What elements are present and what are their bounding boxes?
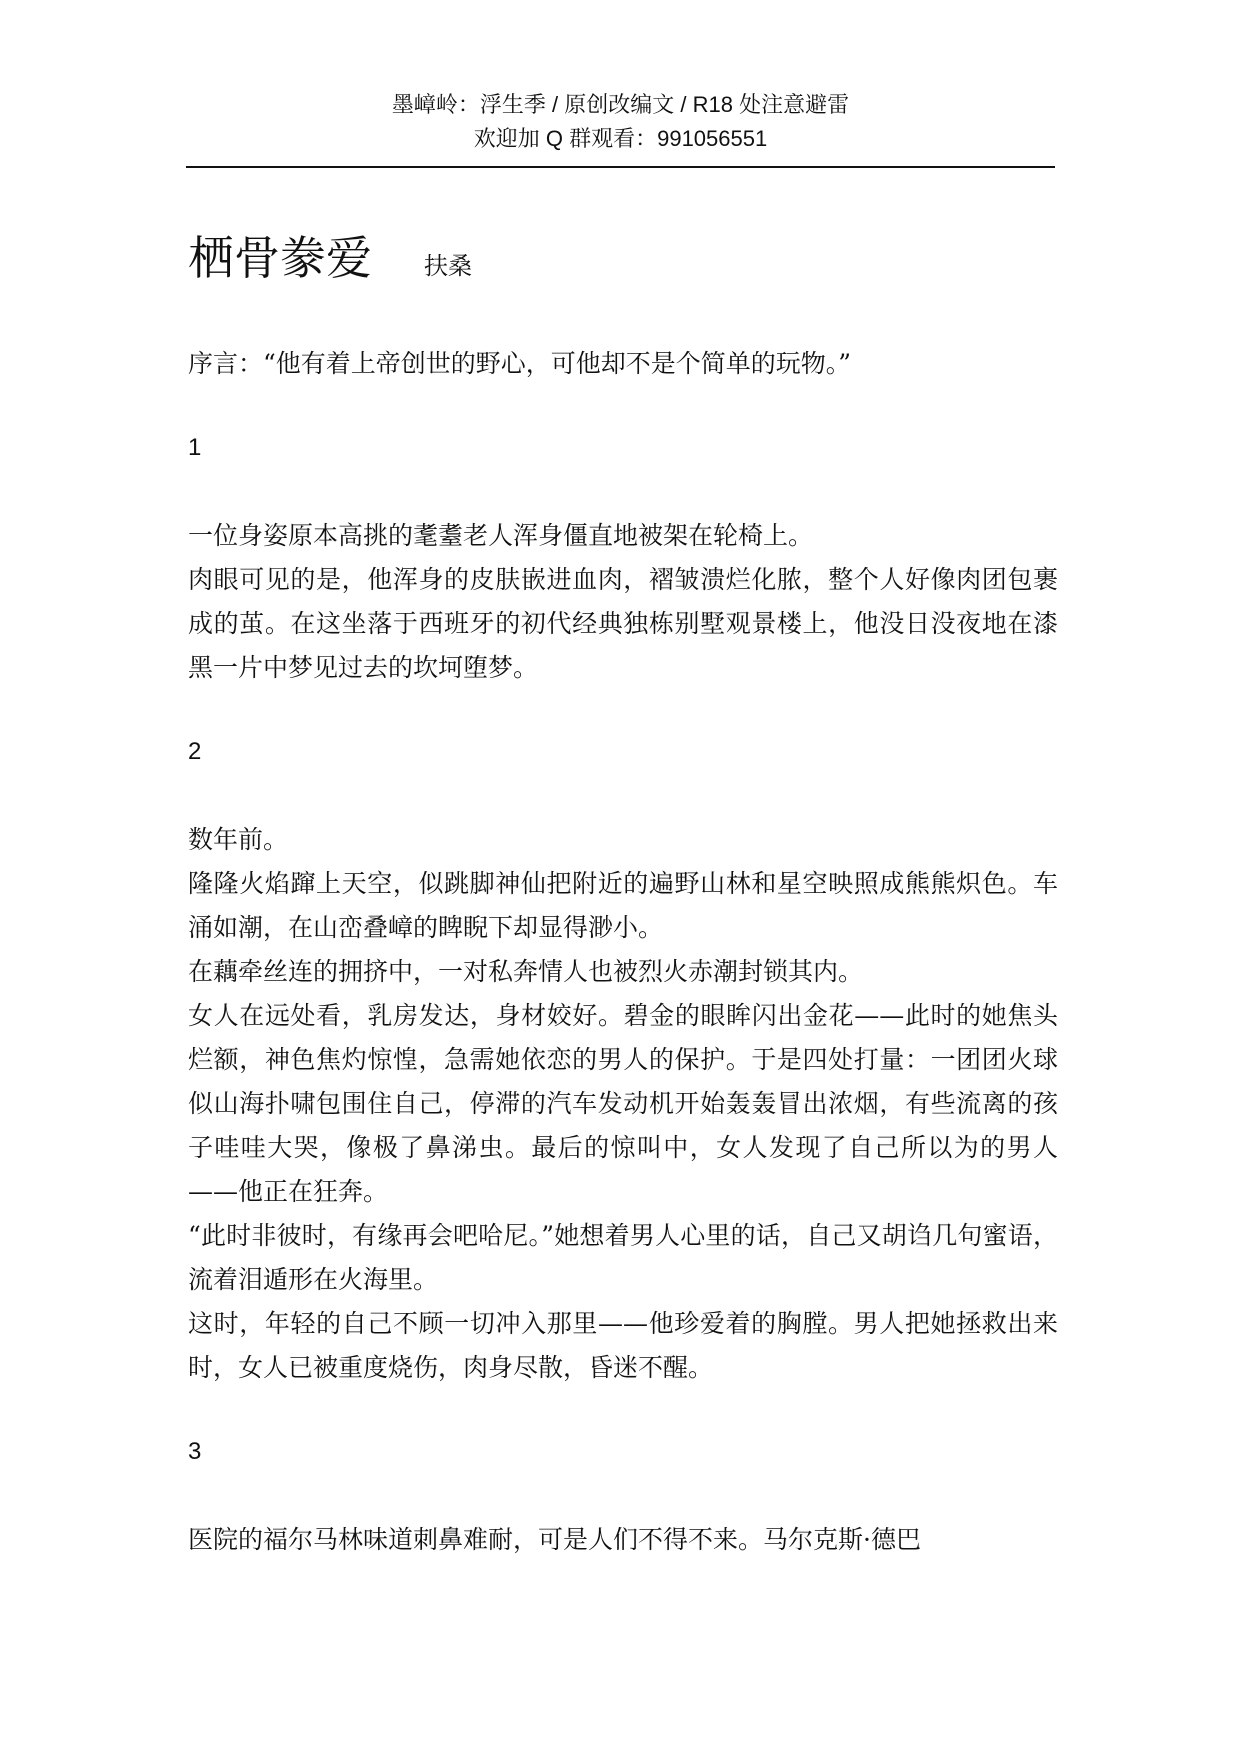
paragraph: 女人在远处看，乳房发达，身材姣好。碧金的眼眸闪出金花——此时的她焦头烂额，神色焦灼惊惶，急需她依恋的男人的保护。于是四处打量：一团团火球似山海扑啸包围住自己，停滞的汽车发动机开始轰轰冒出浓烟，有些流离的孩子哇哇大哭，像极了鼻涕虫。最后的惊叫中，女人发现了自己所以为的男人——他正在狂奔。: [188, 1001, 1058, 1206]
header-line-series: 墨嶂岭：浮生季 / 原创改编文 / R18 处注意避雷: [391, 92, 850, 117]
section-number: 3: [188, 1438, 202, 1465]
header-line-group: 欢迎加 Q 群观看：991056551: [473, 126, 768, 151]
title-block: [188, 228, 472, 288]
paragraph: 隆隆火焰蹿上天空，似跳脚神仙把附近的遍野山林和星空映照成熊熊炽色。车涌如潮，在山峦叠嶂的睥睨下却显得渺小。: [188, 869, 1058, 942]
page-header: [186, 88, 1055, 156]
section-number: 2: [188, 738, 202, 765]
author-name: 扶桑: [424, 252, 472, 280]
document-title: 栖骨豢爱: [188, 231, 372, 285]
document-body: [188, 342, 1058, 1562]
paragraph: 肉眼可见的是，他浑身的皮肤嵌进血肉，褶皱溃烂化脓，整个人好像肉团包裹成的茧。在这坐落于西班牙的初代经典独栋别墅观景楼上，他没日没夜地在漆黑一片中梦见过去的坎坷堕梦。: [188, 565, 1058, 682]
paragraph: “此时非彼时，有缘再会吧哈尼。”她想着男人心里的话，自己又胡诌几句蜜语，流着泪遁形在火海里。: [188, 1221, 1058, 1294]
paragraph: 这时，年轻的自己不顾一切冲入那里——他珍爱着的胸膛。男人把她拯救出来时，女人已被重度烧伤，肉身尽散，昏迷不醒。: [188, 1309, 1058, 1382]
section-number: 1: [188, 434, 202, 461]
paragraph: 一位身姿原本高挑的耄耋老人浑身僵直地被架在轮椅上。: [188, 521, 814, 550]
paragraph: 在藕牵丝连的拥挤中，一对私奔情人也被烈火赤潮封锁其内。: [188, 957, 864, 986]
header-divider: [186, 166, 1055, 168]
preface: 序言：“他有着上帝创世的野心，可他却不是个简单的玩物。”: [188, 349, 852, 378]
paragraph: 数年前。: [188, 825, 289, 854]
paragraph: 医院的福尔马林味道刺鼻难耐，可是人们不得不来。马尔克斯·德巴: [188, 1525, 921, 1554]
